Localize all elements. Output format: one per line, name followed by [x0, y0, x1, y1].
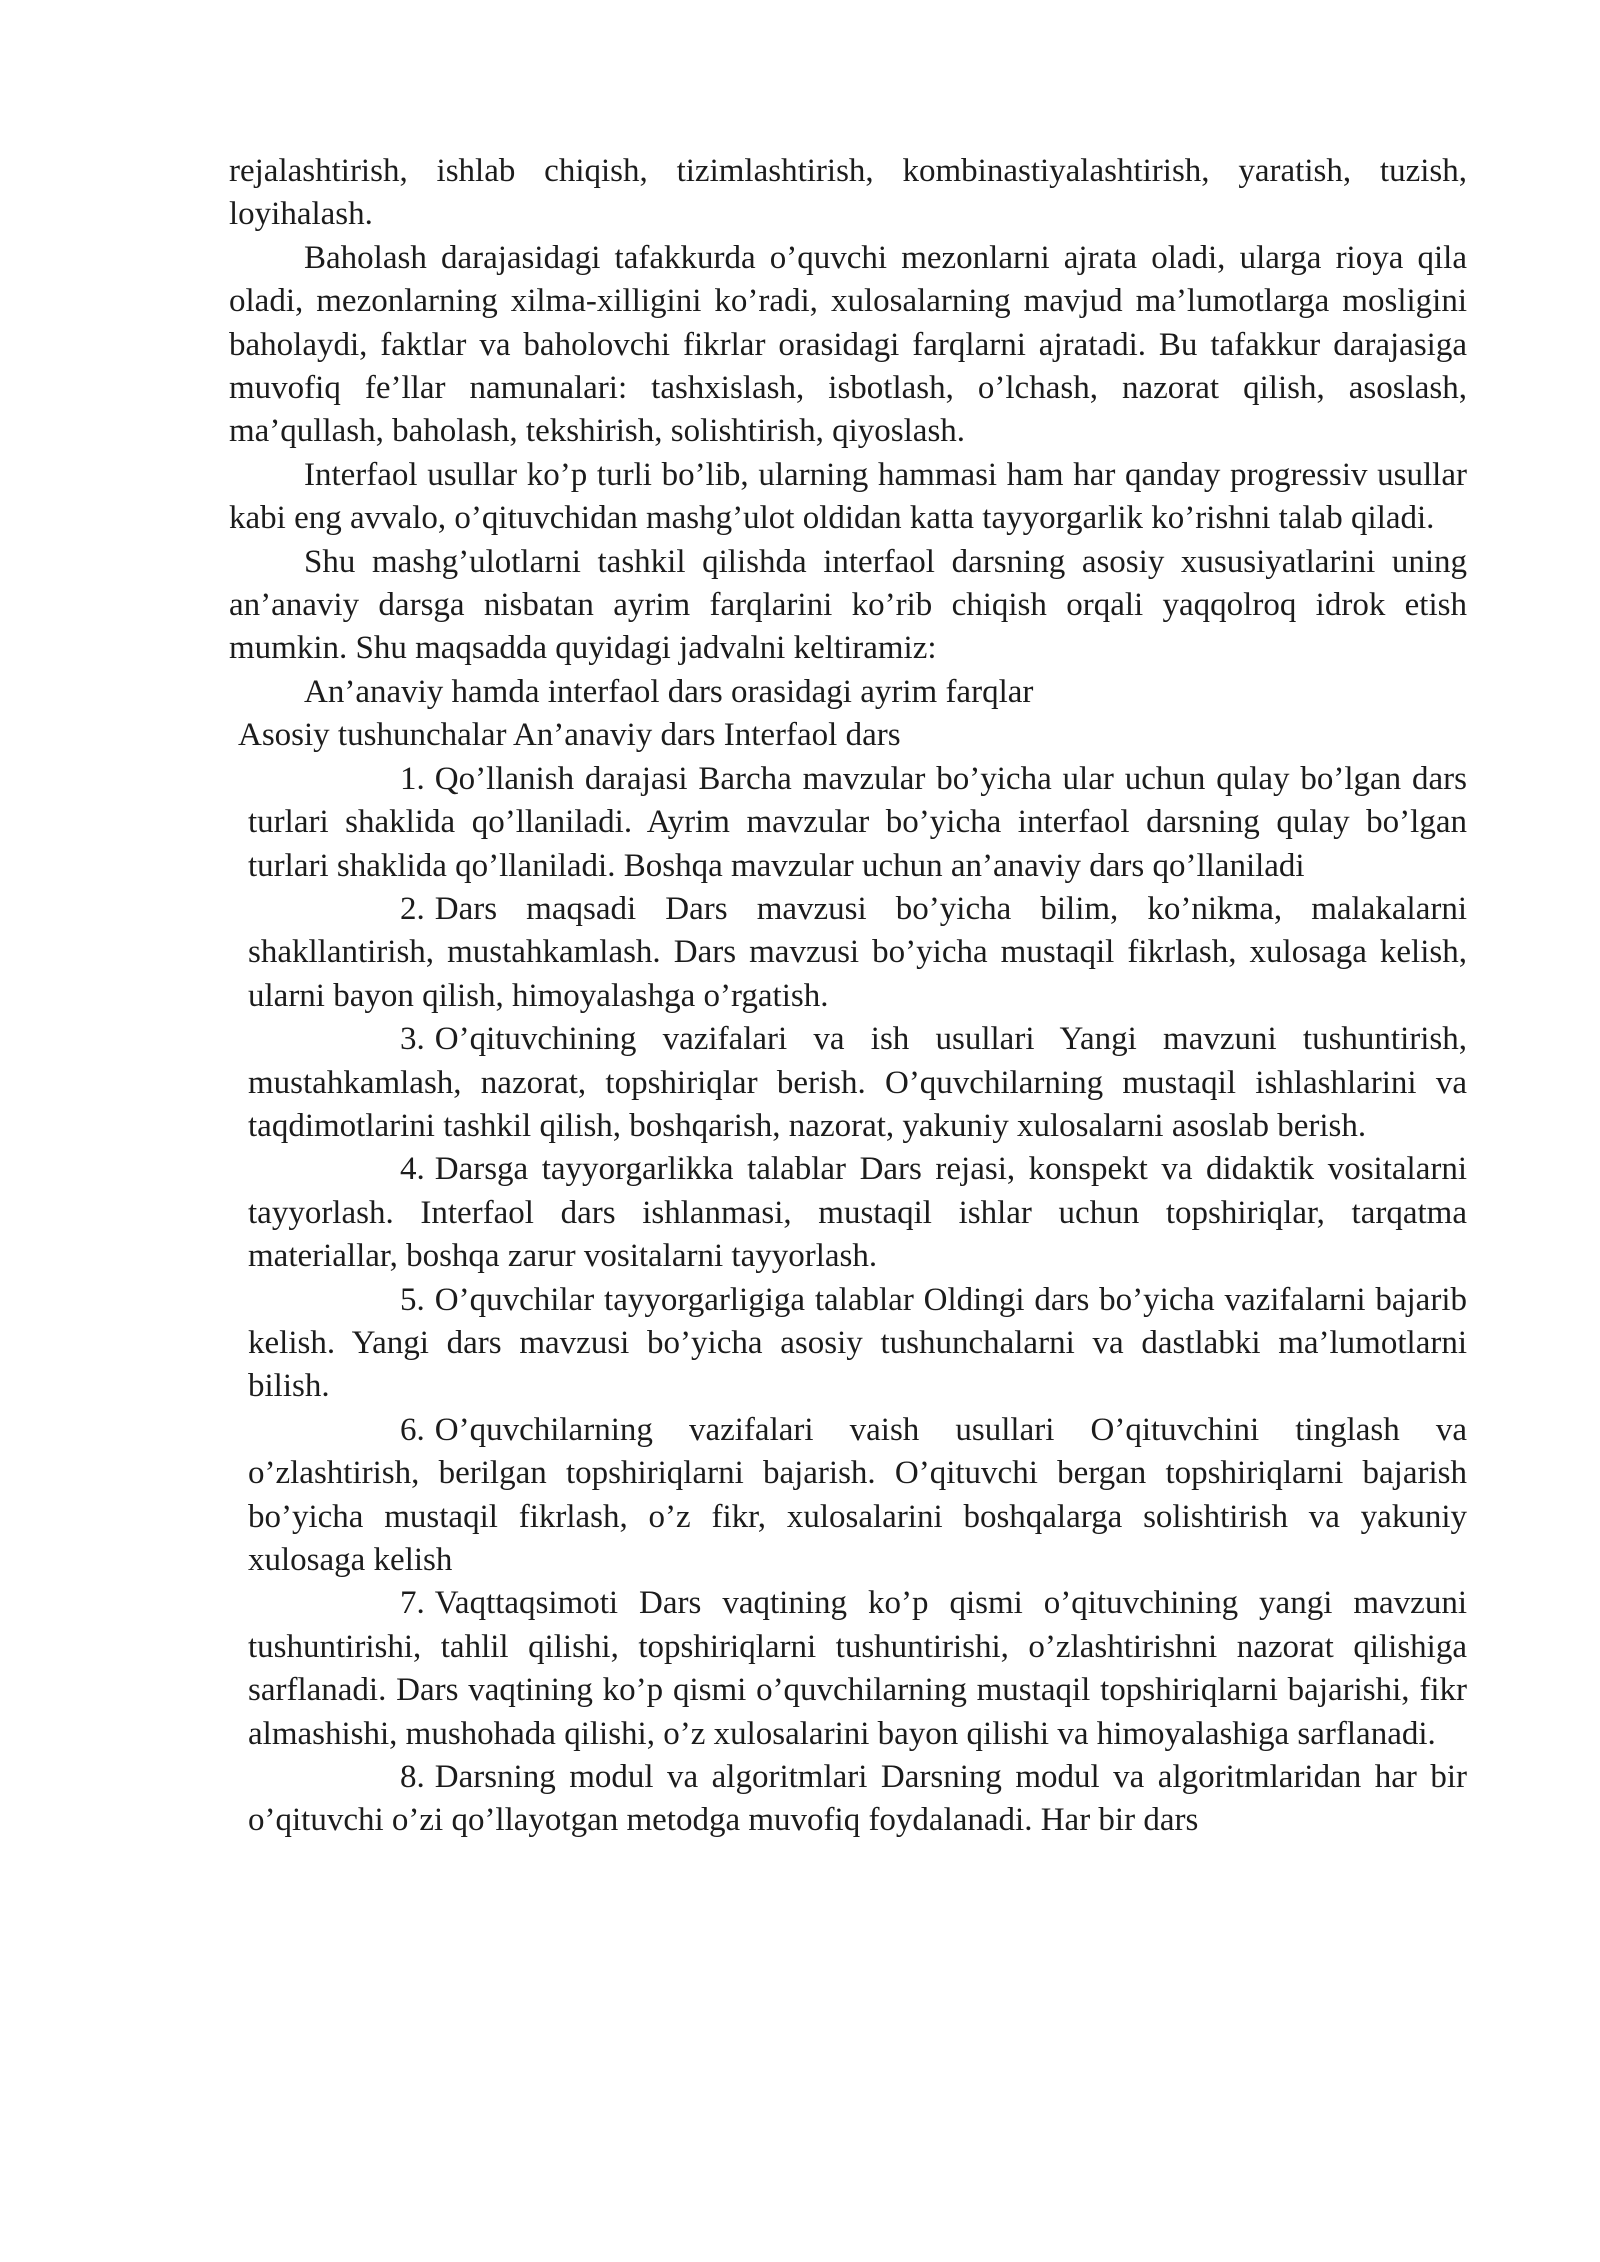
item-text: Vaqttaqsimoti Dars vaqtining ko’p qismi o’qituvchining yangi mavzuni tushuntirishi, tahlil qilishi, topshiriqlarni tushuntirishi, o’zlashtirishni nazorat qilishiga sarflanadi. Dars vaqtining ko’p qismi o’quvchilarning mustaqil topshiriqlarni bajarishi, fikr almashishi, mushohada qilishi, o’z xulosalarini bayon qilishi va himoyalashiga sarflanadi.: [248, 1585, 1467, 1752]
paragraph-interfaol-usullar: Interfaol usullar ko’p turli bo’lib, ularning hammasi ham har qanday progressiv usullar kabi eng avvalo, o’qituvchidan mashg’ulot oldidan katta tayyorgarlik ko’rishni talab qiladi.: [229, 456, 1467, 537]
list-item: [229, 1756, 1467, 1843]
paragraph-baholash: Baholash darajasidagi tafakkurda o’quvchi mezonlarni ajrata oladi, ularga rioya qila oladi, mezonlarning xilma-xilligini ko’radi, xulosalarning mavjud ma’lumotlarga mosligini baholaydi, faktlar va baholovchi fikrlar orasidagi farqlarni ajratadi. Bu tafakkur darajasiga muvofiq fe’llar namunalari: tashxislash, isbotlash, o’lchash, nazorat qilish, asoslash, ma’qullash, baholash, tekshirish, solishtirish, qiyoslash.: [229, 239, 1467, 450]
list-item: [229, 1148, 1467, 1278]
list-item: [229, 888, 1467, 1018]
item-text: Darsga tayyorgarlikka talablar Dars rejasi, konspekt va didaktik vositalarni tayyorlash. Interfaol dars ishlanmasi, mustaqil ishlar uchun topshiriqlar, tarqatma materiallar, boshqa zarur vositalarni tayyorlash.: [248, 1151, 1467, 1275]
item-text: Qo’llanish darajasi Barcha mavzular bo’yicha ular uchun qulay bo’lgan dars turlari shaklida qo’llaniladi. Ayrim mavzular bo’yicha interfaol darsning qulay bo’lgan turlari shaklida qo’llaniladi. Boshqa mavzular uchun an’anaviy dars qo’llaniladi: [248, 760, 1467, 884]
item-number: 2.: [400, 890, 425, 927]
item-number: 8.: [400, 1759, 425, 1796]
item-text: Darsning modul va algoritmlari Darsning modul va algoritmlaridan har bir o’qituvchi o’zi qo’llayotgan metodga muvofiq foydalanadi. Har bir dars: [248, 1759, 1467, 1839]
list-item: [229, 758, 1467, 888]
item-text: Dars maqsadi Dars mavzusi bo’yicha bilim, ko’nikma, malakalarni shakllantirish, mustahkamlash. Dars mavzusi bo’yicha mustaqil fikrlash, xulosaga kelish, ularni bayon qilish, himoyalashga o’rgatish.: [248, 890, 1467, 1014]
list-item: [229, 1018, 1467, 1148]
item-number: 7.: [400, 1585, 425, 1622]
list-item: [229, 1279, 1467, 1409]
list-item: [229, 1582, 1467, 1756]
item-number: 6.: [400, 1411, 425, 1448]
table-header: Asosiy tushunchalar An’anaviy dars Interfaol dars: [238, 717, 901, 754]
item-text: O’quvchilar tayyorgarligiga talablar Oldingi dars bo’yicha vazifalarni bajarib kelish. Yangi dars mavzusi bo’yicha asosiy tushunchalarni va dastlabki ma’lumotlarni bilish.: [248, 1281, 1467, 1405]
item-number: 5.: [400, 1281, 425, 1318]
item-number: 4.: [400, 1151, 425, 1188]
item-number: 3.: [400, 1021, 425, 1058]
document-page: [229, 150, 1467, 1843]
table-title: An’anaviy hamda interfaol dars orasidagi ayrim farqlar: [304, 673, 1034, 710]
item-text: O’qituvchining vazifalari va ish usullari Yangi mavzuni tushuntirish, mustahkamlash, nazorat, topshiriqlar berish. O’quvchilarning mustaqil ishlashlarini va taqdimotlarini tashkil qilish, boshqarish, nazorat, yakuniy xulosalarni asoslab berish.: [248, 1021, 1467, 1144]
item-number: 1.: [400, 760, 425, 797]
paragraph-table-intro: Shu mashg’ulotlarni tashkil qilishda interfaol darsning asosiy xususiyatlarini uning an’anaviy darsga nisbatan ayrim farqlarini ko’rib chiqish orqali yaqqolroq idrok etish mumkin. Shu maqsadda quyidagi jadvalni keltiramiz:: [229, 543, 1467, 667]
item-text: O’quvchilarning vazifalari vaish usullari O’qituvchini tinglash va o’zlashtirish, berilgan topshiriqlarni bajarish. O’qituvchi bergan topshiriqlarni bajarish bo’yicha mustaqil fikrlash, o’z fikr, xulosalarini boshqalarga solishtirish va yakuniy xulosaga kelish: [248, 1411, 1467, 1578]
paragraph-continuation: rejalashtirish, ishlab chiqish, tizimlashtirish, kombinastiyalashtirish, yaratish, tuzish, loyihalash.: [229, 153, 1467, 233]
list-item: [229, 1409, 1467, 1583]
